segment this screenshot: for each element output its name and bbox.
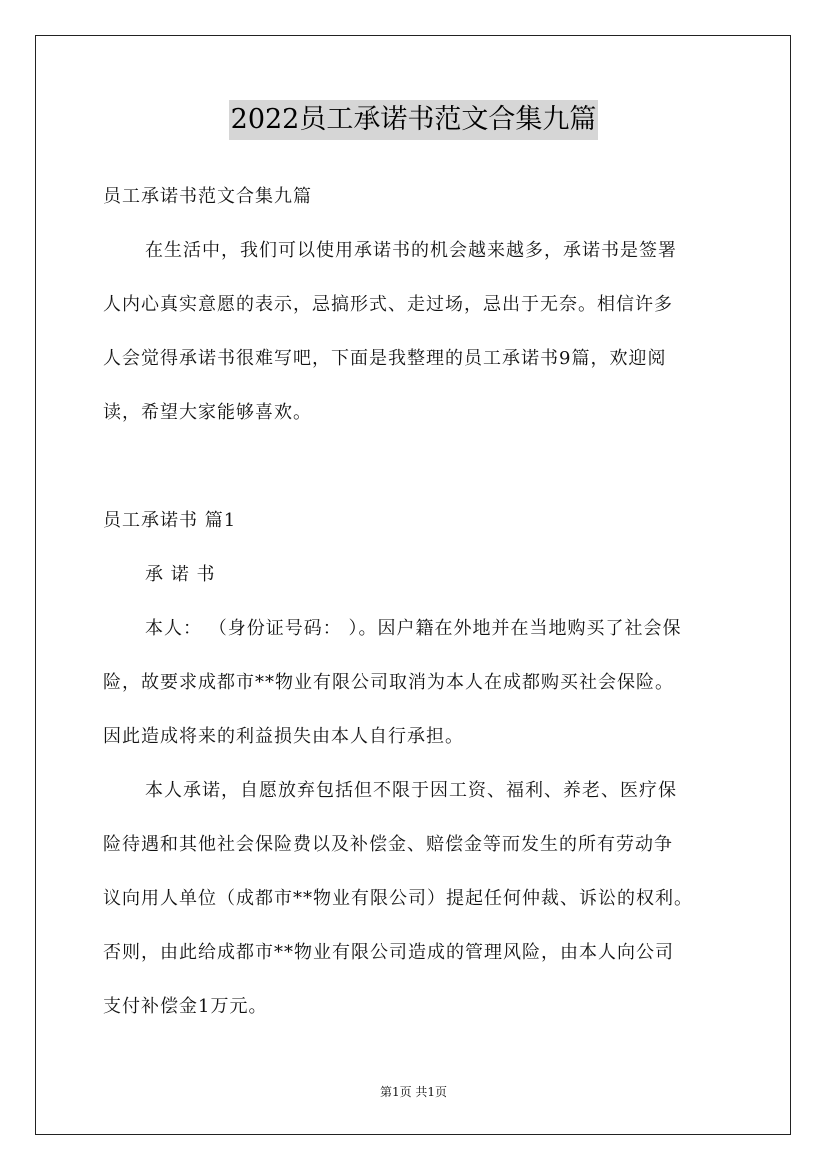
letter-heading: 承 诺 书 (145, 564, 216, 585)
para1-line-2: 险，故要求成都市**物业有限公司取消为本人在成都购买社会保险。 (103, 672, 674, 693)
intro-line-1: 在生活中，我们可以使用承诺书的机会越来越多，承诺书是签署 (145, 240, 677, 261)
title-container (0, 100, 827, 140)
para2-line-1: 本人承诺，自愿放弃包括但不限于因工资、福利、养老、医疗保 (145, 780, 677, 801)
section-heading: 员工承诺书 篇1 (103, 510, 237, 531)
para2-line-3: 议向用人单位（成都市**物业有限公司）提起任何仲裁、诉讼的权利。 (103, 888, 693, 909)
document-subtitle: 员工承诺书范文合集九篇 (103, 186, 312, 207)
para2-line-2: 险待遇和其他社会保险费以及补偿金、赔偿金等而发生的所有劳动争 (103, 834, 673, 855)
para1-line-1: 本人： （身份证号码： ）。因户籍在外地并在当地购买了社会保 (145, 618, 682, 639)
intro-line-3: 人会觉得承诺书很难写吧，下面是我整理的员工承诺书9篇，欢迎阅 (103, 348, 667, 369)
para1-line-3: 因此造成将来的利益损失由本人自行承担。 (103, 726, 464, 747)
document-title: 2022员工承诺书范文合集九篇 (229, 100, 599, 140)
page-footer: 第1页 共1页 (379, 1085, 448, 1099)
para2-line-4: 否则，由此给成都市**物业有限公司造成的管理风险，由本人向公司 (103, 942, 674, 963)
intro-line-4: 读，希望大家能够喜欢。 (103, 402, 312, 423)
para2-line-5: 支付补偿金1万元。 (103, 996, 268, 1017)
intro-line-2: 人内心真实意愿的表示，忌搞形式、走过场，忌出于无奈。相信许多 (103, 294, 673, 315)
